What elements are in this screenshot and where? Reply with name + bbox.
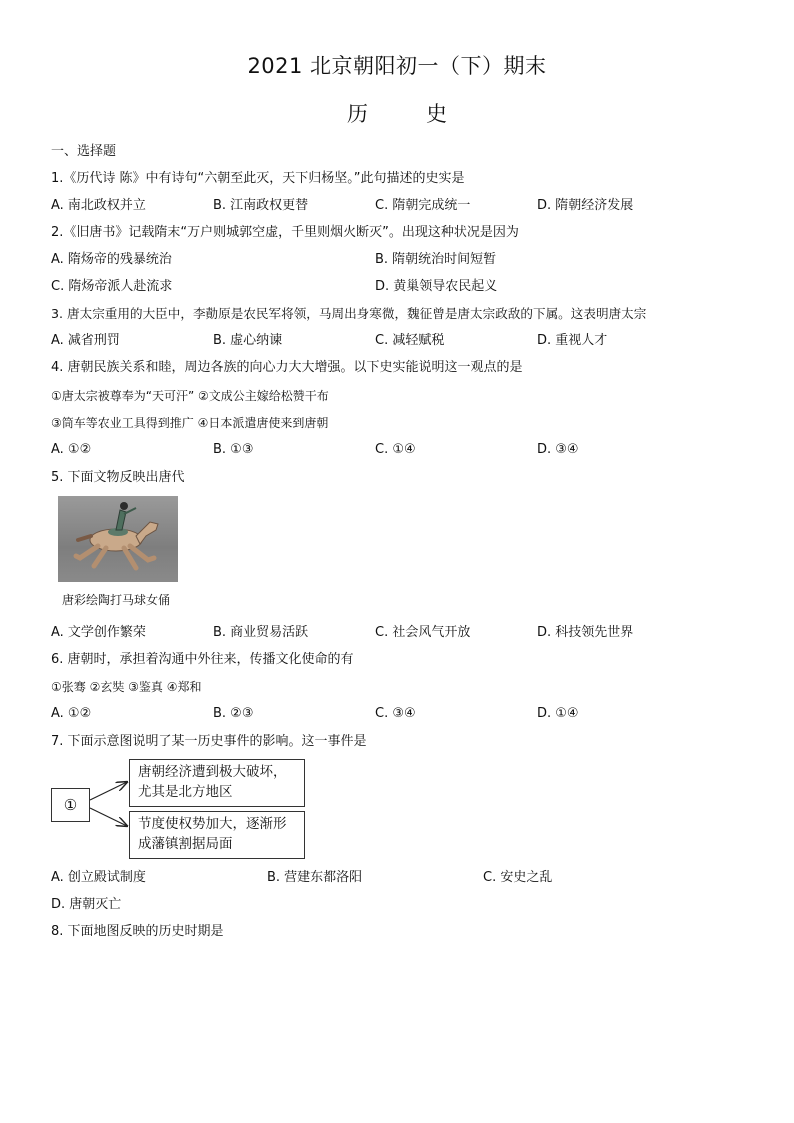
q3-option-b: B. 虚心纳谏	[213, 333, 283, 348]
q2-option-c: C. 隋炀帝派人赴流求	[51, 279, 173, 294]
subject-right: 史	[426, 102, 447, 126]
q3-option-d: D. 重视人才	[537, 333, 608, 348]
q6-items: ①张骞 ②玄奘 ③鉴真 ④郑和	[51, 680, 202, 694]
figure-caption: 唐彩绘陶打马球女俑	[62, 593, 171, 607]
question-2-stem: 2.《旧唐书》记载隋末“万户则城郭空虚，千里则烟火断灭”。出现这种状况是因为	[51, 225, 519, 240]
question-7-stem: 7. 下面示意图说明了某一历史事件的影响。这一事件是	[51, 734, 367, 749]
q4-option-b: B. ①③	[213, 442, 254, 457]
q6-option-c: C. ③④	[375, 706, 416, 721]
q5-option-a: A. 文学创作繁荣	[51, 625, 146, 640]
arrow-to-effect-2	[90, 808, 127, 826]
q7-option-a: A. 创立殿试制度	[51, 870, 146, 885]
question-5-stem: 5. 下面文物反映出唐代	[51, 470, 185, 485]
q1-option-d: D. 隋朝经济发展	[537, 198, 634, 213]
q7-option-b: B. 营建东都洛阳	[267, 870, 363, 885]
q1-option-c: C. 隋朝完成统一	[375, 198, 471, 213]
q1-option-b: B. 江南政权更替	[213, 198, 309, 213]
q5-option-b: B. 商业贸易活跃	[213, 625, 309, 640]
q4-items-line-2: ③筒车等农业工具得到推广 ④日本派遣唐使来到唐朝	[51, 416, 329, 430]
q4-option-a: A. ①②	[51, 442, 92, 457]
q2-option-d: D. 黄巢领导农民起义	[375, 279, 498, 294]
q2-option-b: B. 隋朝统治时间短暂	[375, 252, 497, 267]
q2-option-a: A. 隋炀帝的残暴统治	[51, 252, 172, 267]
subject-left: 历	[347, 102, 368, 126]
question-6-stem: 6. 唐朝时，承担着沟通中外往来，传播文化使命的有	[51, 652, 354, 667]
page-title: 2021 北京朝阳初一（下）期末	[247, 54, 547, 78]
q4-option-d: D. ③④	[537, 442, 579, 457]
question-8-stem: 8. 下面地图反映的历史时期是	[51, 924, 224, 939]
q1-option-a: A. 南北政权并立	[51, 198, 146, 213]
q6-option-b: B. ②③	[213, 706, 254, 721]
q5-option-c: C. 社会风气开放	[375, 625, 471, 640]
q5-option-d: D. 科技领先世界	[537, 625, 634, 640]
q7-option-d: D. 唐朝灭亡	[51, 897, 122, 912]
question-3-stem: 3. 唐太宗重用的大臣中，李勣原是农民军将领，马周出身寒微，魏征曾是唐太宗政敌的下属。这表明唐太宗	[51, 306, 647, 321]
q3-option-c: C. 减轻赋税	[375, 333, 445, 348]
diagram-source-box: ①	[51, 788, 90, 822]
arrow-to-effect-1	[90, 782, 127, 800]
q4-option-c: C. ①④	[375, 442, 416, 457]
diagram-effect-2-box: 节度使权势加大，逐渐形成藩镇割据局面	[129, 811, 305, 859]
section-heading: 一、选择题	[51, 144, 117, 159]
q3-option-a: A. 减省刑罚	[51, 333, 120, 348]
diagram-effect-1-box: 唐朝经济遭到极大破坏，尤其是北方地区	[129, 759, 305, 807]
q4-items-line-1: ①唐太宗被尊奉为“天可汗” ②文成公主嫁给松赞干布	[51, 389, 329, 403]
q7-option-c: C. 安史之乱	[483, 870, 553, 885]
question-1-stem: 1.《历代诗 陈》中有诗句“六朝至此灭，天下归杨坚。”此句描述的史实是	[51, 171, 465, 186]
question-4-stem: 4. 唐朝民族关系和睦，周边各族的向心力大大增强。以下史实能说明这一观点的是	[51, 360, 523, 375]
q6-option-a: A. ①②	[51, 706, 92, 721]
q6-option-d: D. ①④	[537, 706, 579, 721]
